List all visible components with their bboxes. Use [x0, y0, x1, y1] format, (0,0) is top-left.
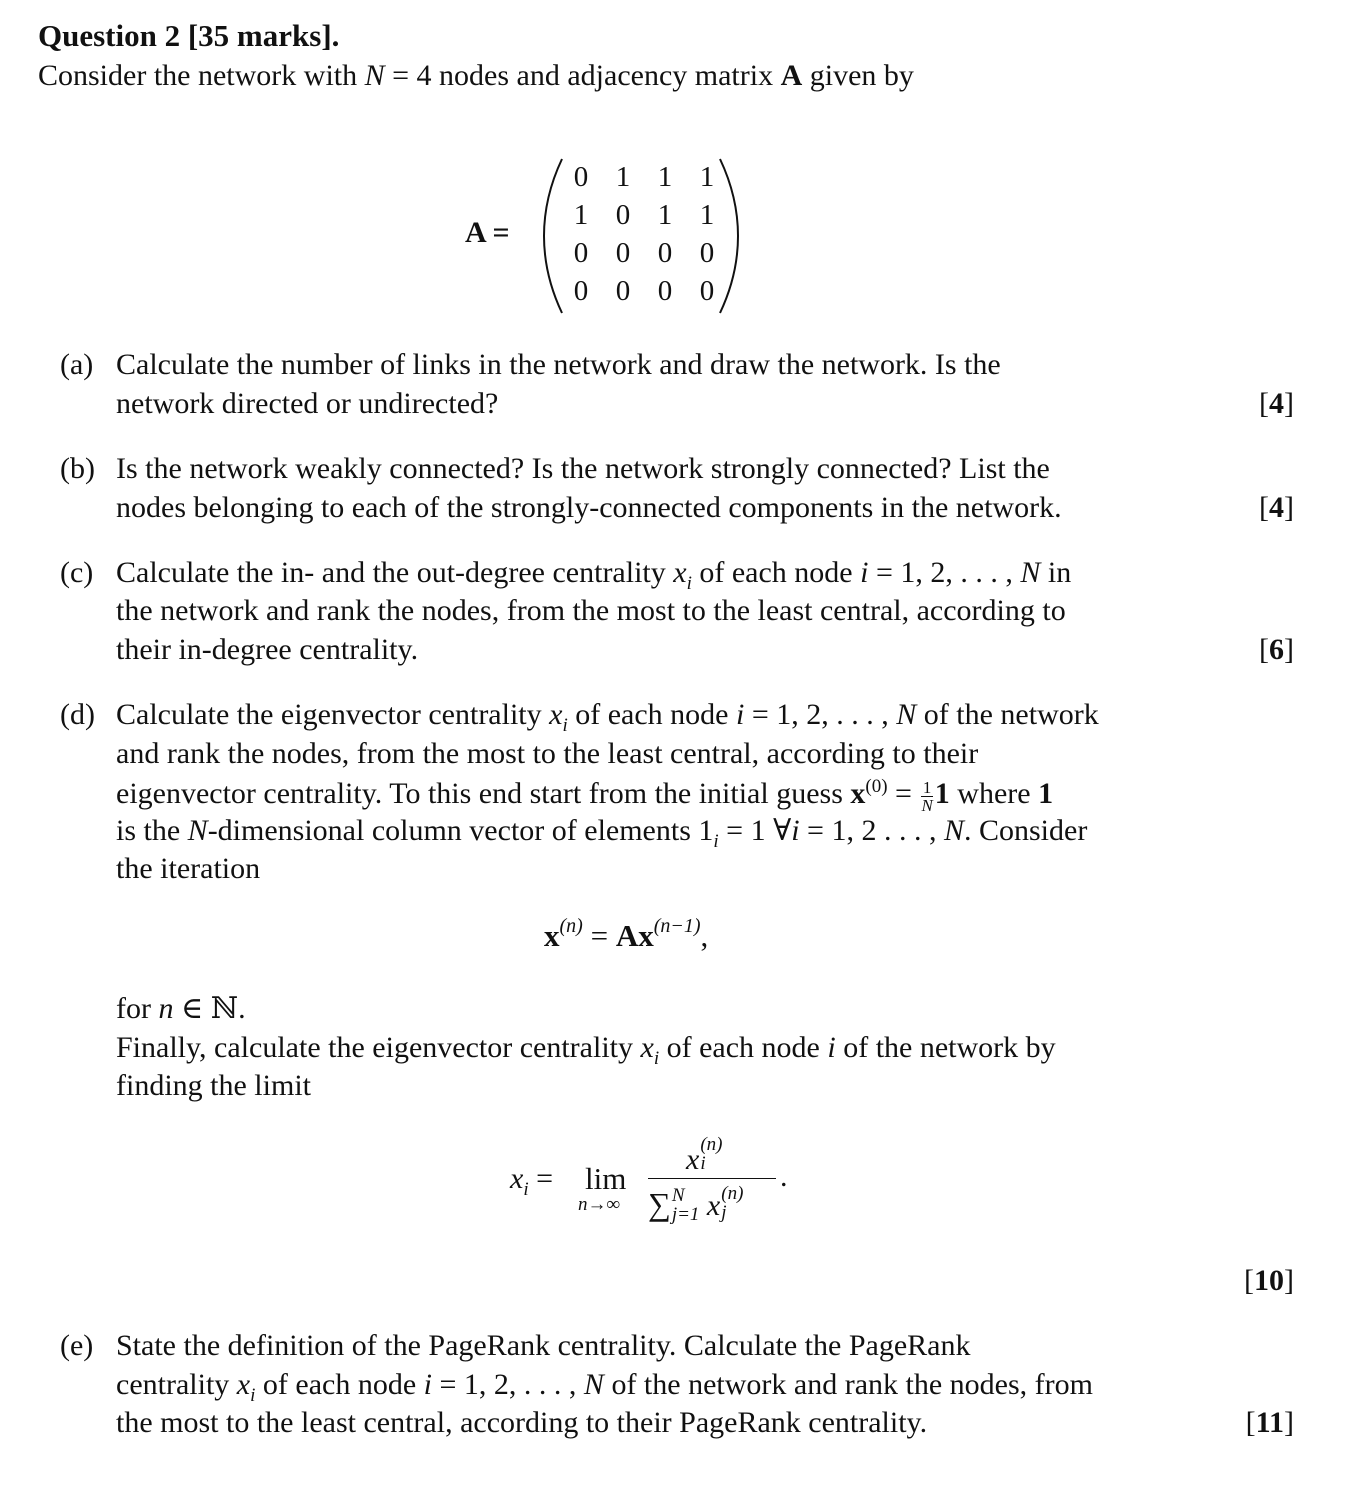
part-b-marks: [4] [1259, 491, 1294, 524]
matrix-cell: 1 [573, 199, 589, 231]
part-d-after-3: finding the limit [116, 1069, 311, 1102]
matrix-cell: 0 [615, 199, 631, 231]
question-heading: Question 2 [35 marks]. [38, 18, 340, 53]
matrix-cell: 1 [699, 161, 715, 193]
part-e-marks: [11] [1245, 1406, 1294, 1439]
part-d-line-3: eigenvector centrality. To this end start from the initial guess $x^{(0)}$ = $\frac{1}{N}$ 1 where 1 [116, 776, 1054, 815]
matrix-label: A = [465, 216, 510, 249]
fraction-bar [648, 1178, 776, 1179]
part-c-marks: [6] [1259, 633, 1294, 666]
limit-operator: lim [585, 1161, 627, 1196]
part-a-line-1: Calculate the number of links in the network and draw the network. Is the [116, 348, 1001, 381]
part-d-line-1: Calculate the eigenvector centrality $x_i$ of each node i = 1, 2, . . . , N of the network [116, 698, 1099, 736]
part-d-marks: [10] [1244, 1264, 1294, 1297]
part-c-line-2: the network and rank the nodes, from the most to the least central, according to [116, 594, 1066, 627]
matrix-cell: 1 [615, 161, 631, 193]
limit-end-period: . [780, 1160, 788, 1193]
part-b-label: (b) [60, 452, 95, 485]
matrix-cell: 0 [657, 237, 673, 269]
part-a-label: (a) [60, 348, 94, 381]
matrix-cell: 0 [657, 275, 673, 307]
limit-numerator: x (n) i [686, 1134, 723, 1176]
part-d-after-2: Finally, calculate the eigenvector centrality $x_i$ of each node i of the network by [116, 1031, 1056, 1069]
part-e-line-3: the most to the least central, according to their PageRank centrality. [116, 1406, 928, 1439]
part-d-line-2: and rank the nodes, from the most to the least central, according to their [116, 737, 979, 770]
iteration-equation: $x^{(n)} = Ax^{(n-1)}$, [544, 915, 709, 953]
part-b-line-2: nodes belonging to each of the strongly-connected components in the network. [116, 491, 1062, 524]
matrix-left-bracket [540, 157, 568, 315]
part-c-label: (c) [60, 556, 94, 589]
matrix-cell: 1 [657, 161, 673, 193]
part-d-label: (d) [60, 698, 95, 731]
matrix-cell: 0 [615, 275, 631, 307]
limit-denominator: ∑ N j=1 x (n) j [648, 1183, 744, 1225]
part-a-marks: [4] [1259, 387, 1294, 420]
part-a-line-2: network directed or undirected? [116, 387, 499, 420]
part-d-line-4: is the N-dimensional column vector of elements $1_i = 1$ ∀i = 1, 2 . . . , N. Consider [116, 814, 1088, 852]
part-e-line-1: State the definition of the PageRank centrality. Calculate the PageRank [116, 1329, 971, 1362]
intro-text: Consider the network with N = 4 nodes and adjacency matrix A given by [38, 59, 914, 92]
matrix-cell: 0 [615, 237, 631, 269]
matrix-cell: 0 [699, 275, 715, 307]
matrix-cell: 1 [699, 199, 715, 231]
matrix-cell: 1 [657, 199, 673, 231]
limit-subscript: n→∞ [578, 1194, 621, 1215]
part-e-line-2: centrality $x_i$ of each node i = 1, 2, . . . , N of the network and rank the nodes, from [116, 1368, 1093, 1406]
matrix-cell: 0 [699, 237, 715, 269]
part-e-label: (e) [60, 1329, 94, 1362]
matrix-cell: 0 [573, 237, 589, 269]
matrix-cell: 0 [573, 275, 589, 307]
part-d-after-1: for n ∈ ℕ. [116, 992, 246, 1025]
part-c-line-3: their in-degree centrality. [116, 633, 419, 666]
limit-lhs: $x_i$ = [510, 1162, 554, 1200]
part-d-line-5: the iteration [116, 852, 261, 885]
part-b-line-1: Is the network weakly connected? Is the network strongly connected? List the [116, 452, 1050, 485]
matrix-cell: 0 [573, 161, 589, 193]
part-c-line-1: Calculate the in- and the out-degree centrality $x_i$ of each node i = 1, 2, . . . , N in [116, 556, 1072, 594]
